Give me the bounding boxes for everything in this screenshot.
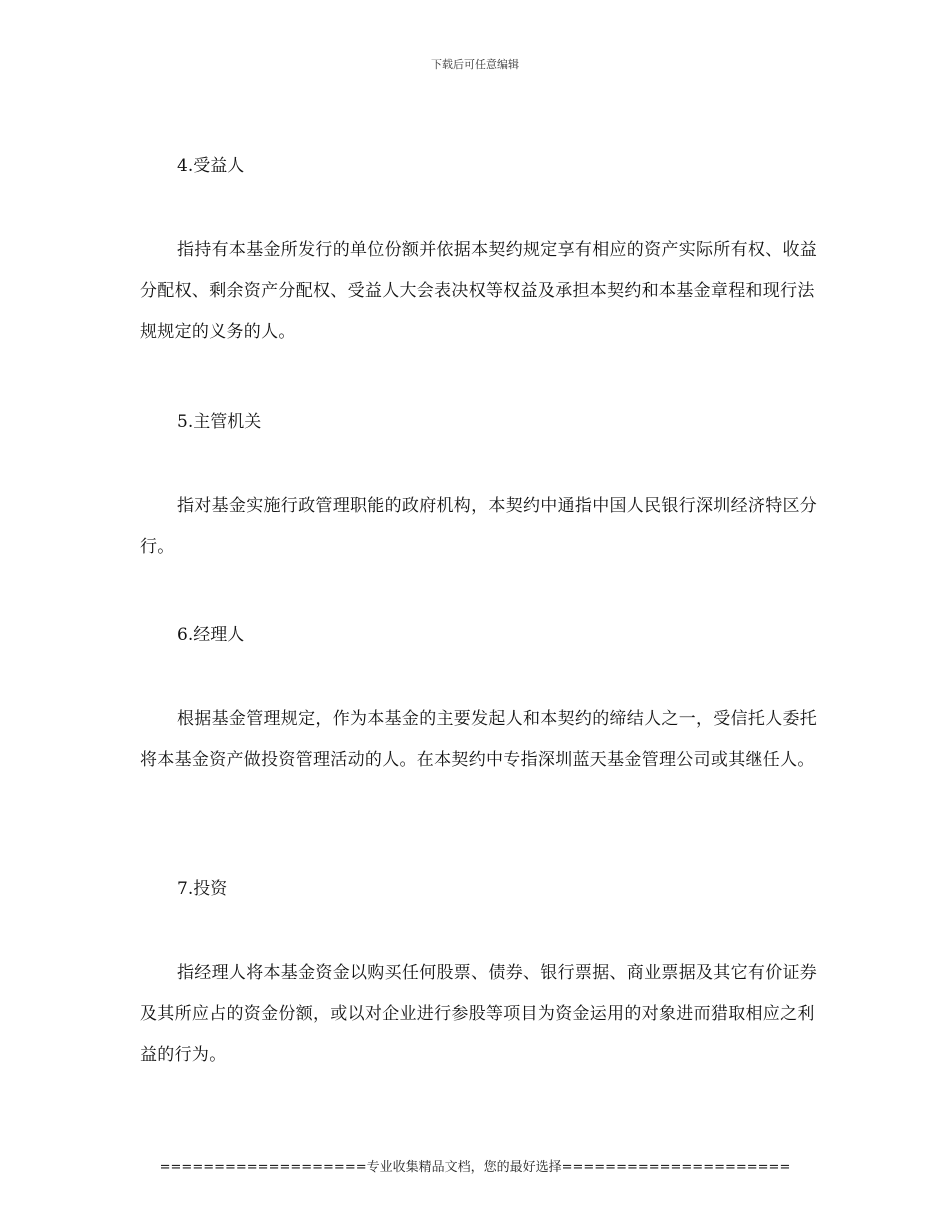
section-heading-7: 7.投资 bbox=[177, 879, 228, 899]
section-body-5: 指对基金实施行政管理职能的政府机构，本契约中通指中国人民银行深圳经济特区分行。 bbox=[140, 496, 818, 557]
section-body-6: 根据基金管理规定，作为本基金的主要发起人和本契约的缔结人之一，受信托人委托将本基金资产做投资管理活动的人。在本契约中专指深圳蓝天基金管理公司或其继任人。 bbox=[140, 709, 818, 770]
page-header: 下载后可任意编辑 bbox=[431, 58, 519, 71]
section-body-7: 指经理人将本基金资金以购买任何股票、债券、银行票据、商业票据及其它有价证券及其所应占的资金份额，或以对企业进行参股等项目为资金运用的对象进而猎取相应之利益的行为。 bbox=[140, 963, 818, 1065]
section-heading-5: 5.主管机关 bbox=[177, 412, 262, 432]
section-heading-6: 6.经理人 bbox=[177, 625, 245, 645]
section-heading-4: 4.受益人 bbox=[177, 156, 245, 176]
section-body-4: 指持有本基金所发行的单位份额并依据本契约规定享有相应的资产实际所有权、收益分配权、剩余资产分配权、受益人大会表决权等权益及承担本契约和本基金章程和现行法规规定的义务的人。 bbox=[140, 240, 818, 342]
page-footer: ===================专业收集精品文档，您的最好选择===================== bbox=[159, 1160, 791, 1175]
